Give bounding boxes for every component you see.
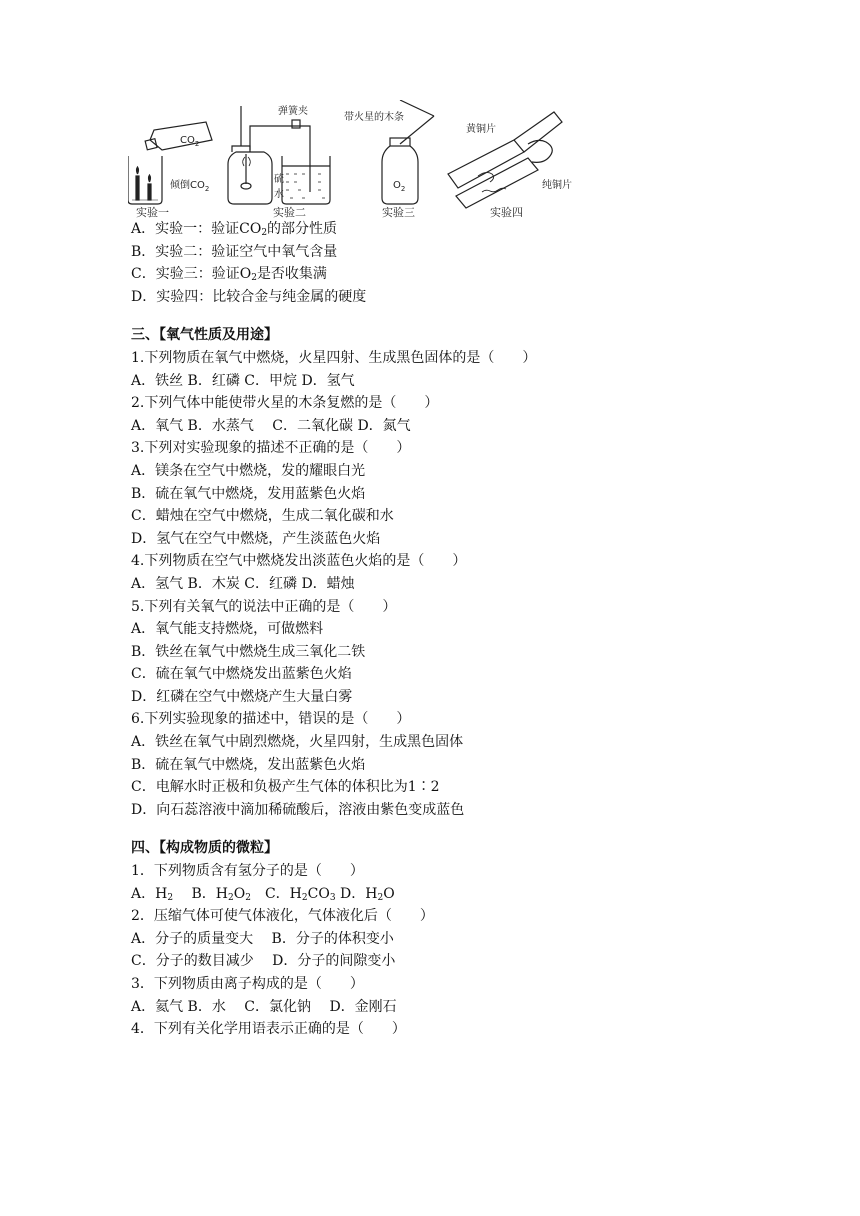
exp1-bottle-label: $CO_2$: [180, 135, 200, 148]
answer-option: D．氢气在空气中燃烧，产生淡蓝色火焰: [131, 530, 381, 547]
option-a: A．实验一：验证$CO_2$的部分性质: [131, 221, 338, 238]
answer-options-formulas: A．$H_2$ B．$H_2O_2$ C．$H_2CO_3$ D．$H_2O$: [131, 885, 395, 903]
exp2-clip-label: 弹簧夹: [278, 106, 308, 117]
question-line: 1．下列物质含有氢分子的是（ ）: [131, 863, 364, 880]
question-line: 4.下列物质在空气中燃烧发出淡蓝色火焰的是（ ）: [131, 553, 467, 570]
answer-options: A．氦气 B．水 C．氯化钠 D．金刚石: [131, 998, 397, 1015]
exp4-brass-label: 黄铜片: [466, 124, 496, 135]
answer-option: D．红磷在空气中燃烧产生大量白雾: [131, 688, 353, 705]
answer-option: C．硫在氧气中燃烧发出蓝紫色火焰: [131, 666, 352, 683]
exp3-caption: 实验三: [382, 206, 415, 219]
experiment-diagrams: [128, 100, 598, 220]
exp2-water-label: 水: [274, 189, 284, 200]
question-line: 2．压缩气体可使气体液化，气体液化后（ ）: [131, 908, 434, 925]
answer-option: A．铁丝在氧气中剧烈燃烧，火星四射，生成黑色固体: [131, 734, 464, 751]
exp2-caption: 实验二: [273, 206, 306, 219]
answer-option: B．硫在氧气中燃烧，发出蓝紫色火焰: [131, 756, 366, 773]
answer-options: A．氢气 B．木炭 C．红磷 D．蜡烛: [131, 575, 355, 592]
exp2-sulfur-label: 硫: [274, 174, 284, 185]
exp4-copper-label: 纯铜片: [542, 180, 572, 191]
answer-options: C．分子的数目减少 D．分子的间隙变小: [131, 953, 396, 970]
exp4-caption: 实验四: [490, 206, 523, 219]
answer-options: A．氧气 B．水蒸气 C．二氧化碳 D．氮气: [131, 417, 411, 434]
question-line: 3.下列对实验现象的描述不正确的是（ ）: [131, 440, 411, 457]
question-line: 6.下列实验现象的描述中，错误的是（ ）: [131, 711, 411, 728]
question-line: 1.下列物质在氧气中燃烧，火星四射、生成黑色固体的是（ ）: [131, 349, 537, 366]
experiment-1-figure: [128, 122, 212, 204]
answer-options: A．铁丝 B．红磷 C．甲烷 D．氢气: [131, 372, 355, 389]
answer-option: C．蜡烛在空气中燃烧，生成二氧化碳和水: [131, 508, 394, 525]
document-text: [131, 218, 731, 1041]
exp1-caption: 实验一: [136, 206, 169, 219]
answer-option: A．镁条在空气中燃烧，发的耀眼白光: [131, 462, 366, 479]
option-d: D．实验四：比较合金与纯金属的硬度: [131, 288, 367, 305]
exp3-bottle-label: $O_2$: [393, 180, 406, 193]
answer-option: A．氧气能支持燃烧，可做燃料: [131, 621, 324, 638]
experiment-figures: [128, 100, 598, 220]
exp3-splint-label: 带火星的木条: [344, 112, 404, 123]
option-b: B．实验二：验证空气中氧气含量: [131, 243, 338, 260]
option-c: C．实验三：验证$O_2$是否收集满: [131, 266, 327, 284]
exp1-side-label: 倾倒$CO_2$: [170, 180, 210, 193]
question-line: 4．下列有关化学用语表示正确的是（ ）: [131, 1021, 406, 1038]
answer-option: C．电解水时正极和负极产生气体的体积比为1∶2: [131, 779, 440, 796]
section-3-heading: 三、【氧气性质及用途】: [131, 327, 278, 344]
answer-options: A．分子的质量变大 B．分子的体积变小: [131, 930, 394, 947]
section-4-heading: 四、【构成物质的微粒】: [131, 840, 278, 857]
answer-option: D．向石蕊溶液中滴加稀硫酸后，溶液由紫色变成蓝色: [131, 801, 465, 818]
answer-option: B．铁丝在氧气中燃烧生成三氧化二铁: [131, 643, 366, 660]
answer-option: B．硫在氧气中燃烧，发用蓝紫色火焰: [131, 485, 366, 502]
question-line: 3．下列物质由离子构成的是（ ）: [131, 976, 364, 992]
question-line: 5.下列有关氧气的说法中正确的是（ ）: [131, 598, 397, 615]
question-line: 2.下列气体中能使带火星的木条复燃的是（ ）: [131, 395, 439, 412]
